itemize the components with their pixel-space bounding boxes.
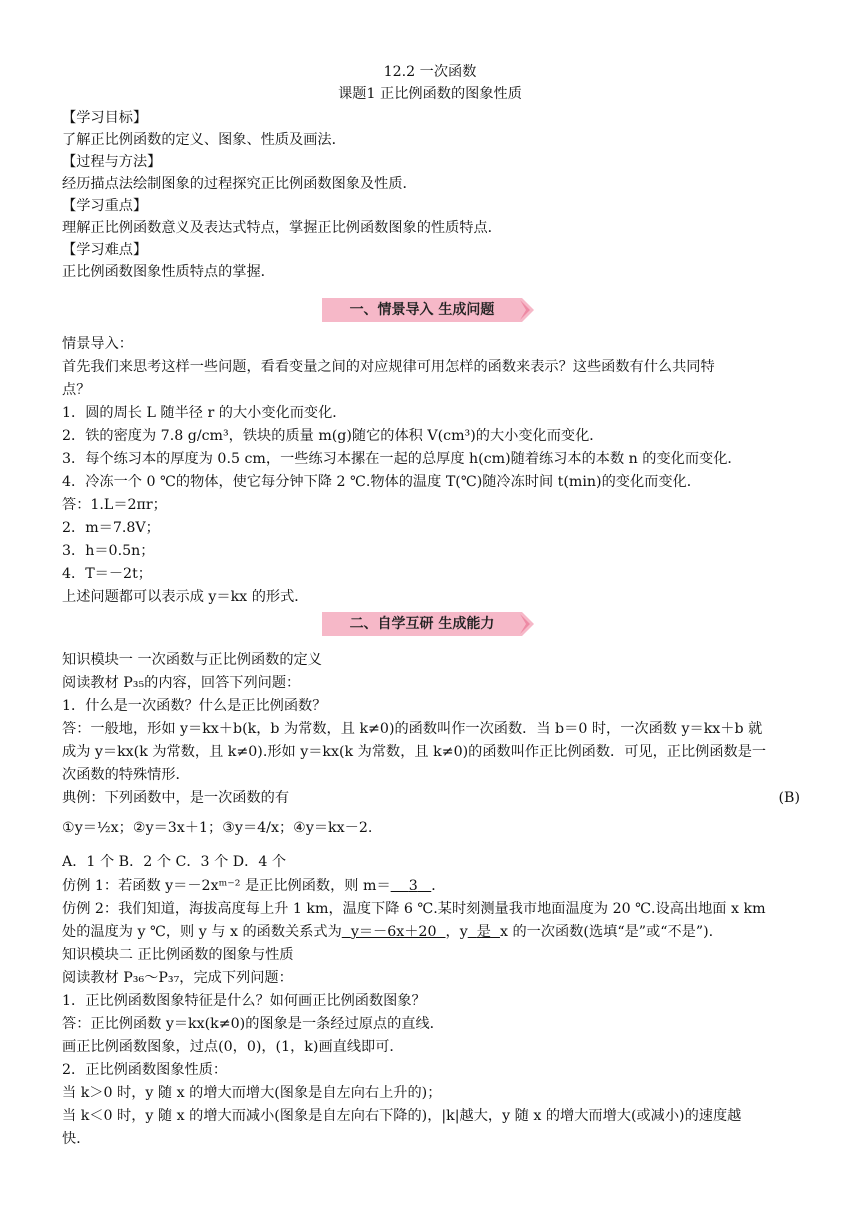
text-line: 当 k＞0 时，y 随 x 的增大而增大(图象是自左向右上升的)； <box>62 1085 442 1101</box>
heading-key-points: 【学习重点】 <box>62 198 148 214</box>
text-line: 经历描点法绘制图象的过程探究正比例函数图象及性质． <box>62 176 417 192</box>
exercise-2-answer <box>342 924 446 940</box>
text-line: 次函数的特殊情形． <box>62 767 190 783</box>
text-line: 理解正比例函数意义及表达式特点，掌握正比例函数图象的性质特点． <box>62 220 502 236</box>
example-answer: (B) <box>778 790 800 806</box>
answer-value: 是 <box>476 924 491 940</box>
exercise-2-text: 处的温度为 y ℃，则 y 与 x 的函数关系式为 <box>62 924 342 940</box>
text-line: 1．正比例函数图象特征是什么？如何画正比例函数图象？ <box>62 993 426 1009</box>
banner-label: 二、自学互研 生成能力 <box>349 616 495 632</box>
exercise-2-answer-2 <box>468 924 500 940</box>
exercise-2-line-2 <box>62 922 802 943</box>
text-line: 正比例函数图象性质特点的掌握． <box>62 264 275 280</box>
exercise-2-text: x 的一次函数(选填“是”或“不是”). <box>499 924 714 940</box>
text-line: 首先我们来思考这样一些问题，看看变量之间的对应规律可用怎样的函数来表示？这些函数有什么共同特 <box>62 359 715 375</box>
text-line: 画正比例函数图象，过点(0，0)，(1，k)画直线即可． <box>62 1039 404 1055</box>
module-heading-2: 知识模块二 正比例函数的图象与性质 <box>62 947 294 963</box>
text-line: 情景导入： <box>62 336 133 352</box>
exercise-1-answer <box>391 878 432 894</box>
text-line: 答：1.L＝2πr； <box>62 497 167 513</box>
lesson-subtitle: 课题1 正比例函数的图象性质 <box>338 86 522 102</box>
text-line: 点？ <box>62 382 91 398</box>
exercise-2-text: ，y <box>445 924 468 940</box>
text-line: 1．什么是一次函数？什么是正比例函数？ <box>62 698 327 714</box>
text-line: 当 k＜0 时，y 随 x 的增大而减小(图象是自左向右下降的)，|k|越大，y 随 x 的增大而增大(或减小)的速度越 <box>62 1108 742 1124</box>
example-question: 典例：下列函数中，是一次函数的有 <box>62 790 290 806</box>
answer-value: 3 <box>408 878 418 894</box>
answer-value: y＝－6x＋20 <box>350 924 437 940</box>
text-line: 了解正比例函数的定义、图象、性质及画法． <box>62 132 346 148</box>
example-options-formulas: ①y＝½x；②y＝3x＋1；③y＝4/x；④y＝kx－2. <box>62 820 373 836</box>
section-banner-2 <box>322 612 534 636</box>
text-line: 阅读教材 P₃₅的内容，回答下列问题： <box>62 675 301 691</box>
text-line: 3．每个练习本的厚度为 0.5 cm，一些练习本摞在一起的总厚度 h(cm)随着练习本的本数 n 的变化而变化． <box>62 451 742 467</box>
text-line: 2．m＝7.8V； <box>62 520 160 536</box>
heading-process-method: 【过程与方法】 <box>62 154 162 170</box>
heading-learning-goals: 【学习目标】 <box>62 110 148 126</box>
section-title: 12.2 一次函数 <box>383 64 477 80</box>
text-line: 4．冷冻一个 0 ℃的物体，使它每分钟下降 2 ℃.物体的温度 T(℃)随冷冻时间 t(min)的变化而变化． <box>62 474 701 490</box>
banner-label: 一、情景导入 生成问题 <box>349 302 495 318</box>
text-line: 答：一般地，形如 y＝kx＋b(k，b 为常数，且 k≠0)的函数叫作一次函数．当 b＝0 时，一次函数 y＝kx＋b 就 <box>62 721 763 737</box>
text-line: 2．铁的密度为 7.8 g/cm³，铁块的质量 m(g)随它的体积 V(cm³)的大小变化而变化． <box>62 428 604 444</box>
text-line: 2．正比例函数图象性质： <box>62 1062 228 1078</box>
text-line: 4．T＝－2t； <box>62 566 152 582</box>
section-banner-1 <box>322 298 534 322</box>
heading-difficulties: 【学习难点】 <box>62 242 148 258</box>
text-line: 上述问题都可以表示成 y＝kx 的形式． <box>62 589 309 605</box>
text-line: 快． <box>62 1131 91 1147</box>
text-line: 1．圆的周长 L 随半径 r 的大小变化而变化． <box>62 405 347 421</box>
exercise-2-line-1: 仿例 2：我们知道，海拔高度每上升 1 km，温度下降 6 ℃.某时刻测量我市地面温度为 20 ℃.设高出地面 x km <box>62 901 766 917</box>
exercise-1: 仿例 1：若函数 y＝－2xᵐ⁻² 是正比例函数，则 m＝ 3 ． <box>62 878 446 894</box>
choice-options: A．1 个 B．2 个 C．3 个 D．4 个 <box>62 854 287 870</box>
text-line: 成为 y＝kx(k 为常数，且 k≠0).形如 y＝kx(k 为常数，且 k≠0)的函数叫作正比例函数．可见，正比例函数是一 <box>62 744 767 760</box>
text-line: 阅读教材 P₃₆～P₃₇，完成下列问题： <box>62 970 293 986</box>
module-heading-1: 知识模块一 一次函数与正比例函数的定义 <box>62 652 322 668</box>
text-line: 答：正比例函数 y＝kx(k≠0)的图象是一条经过原点的直线． <box>62 1016 444 1032</box>
text-line: 3．h＝0.5n； <box>62 543 155 559</box>
exercise-1-text: 仿例 1：若函数 y＝－2xᵐ⁻² 是正比例函数，则 m＝ <box>62 878 391 894</box>
